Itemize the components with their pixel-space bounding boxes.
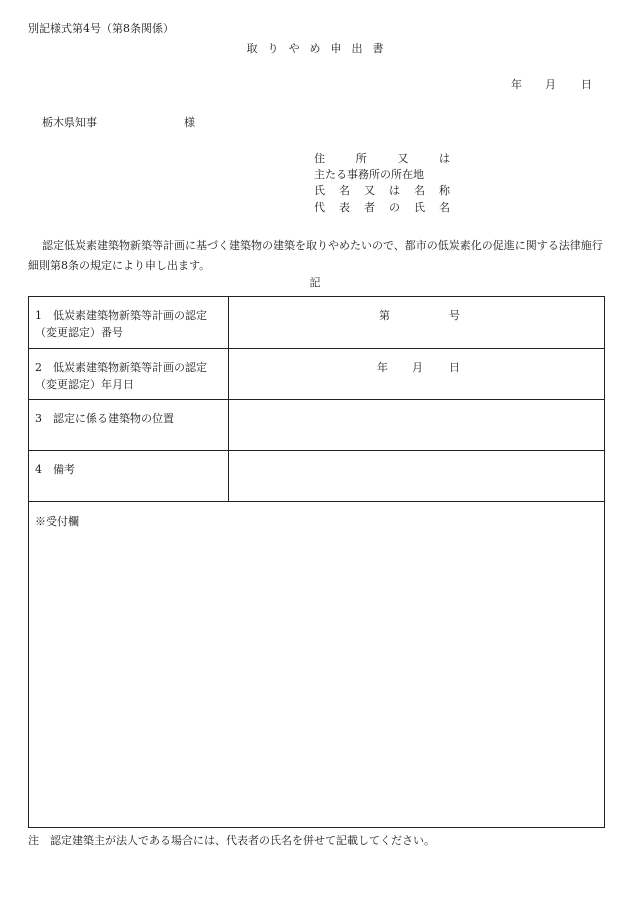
applicant-address-label: 住 所 又 は bbox=[314, 152, 450, 165]
applicant-name-label: 氏 名 又 は 名 称 bbox=[314, 184, 450, 197]
certification-date-field[interactable] bbox=[229, 349, 604, 399]
number-prefix: 第 bbox=[379, 309, 390, 322]
document-title: 取りやめ申出書 bbox=[246, 42, 394, 55]
certification-number-label: 1 低炭素建築物新築等計画の認定 （変更認定）番号 bbox=[29, 297, 229, 348]
footer-note: 注 認定建築主が法人である場合には、代表者の氏名を併せて記載してください。 bbox=[28, 834, 435, 847]
note-mark: 記 bbox=[309, 276, 321, 289]
addressee-name: 栃木県知事 bbox=[42, 116, 97, 129]
cert-date-day: 日 bbox=[449, 361, 460, 374]
cert-date-month: 月 bbox=[412, 361, 423, 374]
building-location-field[interactable] bbox=[229, 400, 604, 450]
table-row-building-location bbox=[29, 400, 604, 451]
remarks-label: 4 備考 bbox=[29, 451, 229, 501]
certification-number-field[interactable] bbox=[229, 297, 604, 348]
table-row-certification-date bbox=[29, 349, 604, 400]
certification-date-label: 2 低炭素建築物新築等計画の認定 （変更認定）年月日 bbox=[29, 349, 229, 399]
applicant-office-label: 主たる事務所の所在地 bbox=[314, 168, 424, 181]
building-location-label: 3 認定に係る建築物の位置 bbox=[29, 400, 229, 450]
date-day-label: 日 bbox=[581, 78, 592, 91]
table-row-certification-number bbox=[29, 297, 604, 349]
remarks-field[interactable] bbox=[229, 451, 604, 501]
addressee-honorific: 様 bbox=[184, 116, 195, 129]
number-suffix: 号 bbox=[449, 309, 460, 322]
cert-date-year: 年 bbox=[377, 361, 388, 374]
date-year-label: 年 bbox=[511, 78, 522, 91]
body-text: 認定低炭素建築物新築等計画に基づく建築物の建築を取りやめたいので、都市の低炭素化の促進に関する法律施行細則第8条の規定により申し出ます。 bbox=[28, 239, 603, 272]
reception-area-label: ※受付欄 bbox=[35, 515, 79, 528]
date-month-label: 月 bbox=[545, 78, 556, 91]
applicant-representative-label: 代 表 者 の 氏 名 bbox=[314, 201, 450, 214]
form-number: 別記様式第4号（第8条関係） bbox=[28, 22, 174, 35]
table-row-remarks bbox=[29, 451, 604, 502]
application-table bbox=[28, 296, 605, 828]
